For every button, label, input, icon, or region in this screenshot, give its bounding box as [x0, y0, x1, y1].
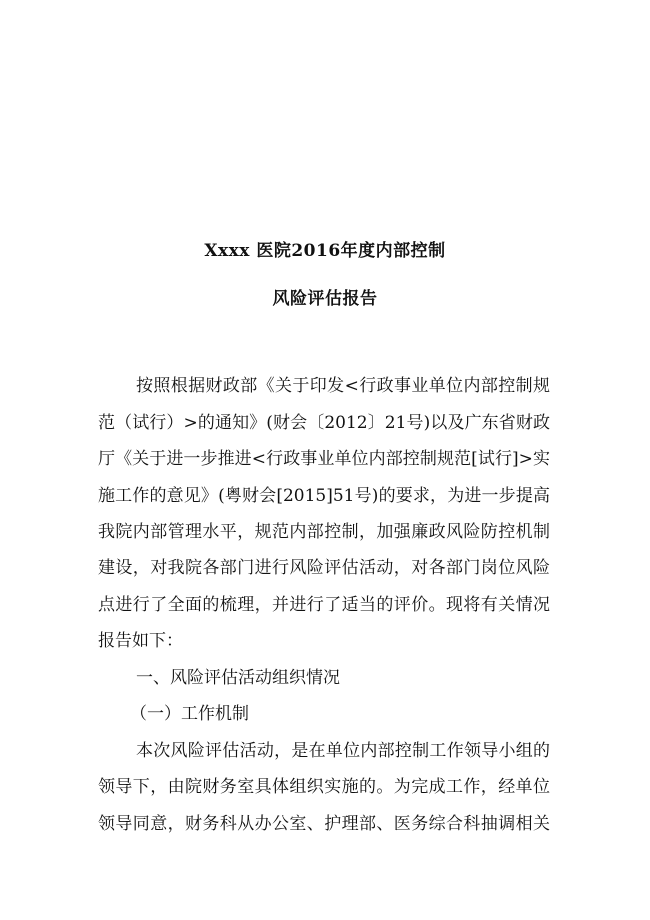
- paragraph-1-line: 厅《关于进一步推进<行政事业单位内部控制规范[试行]>实: [98, 449, 550, 469]
- document-title-line-1: Xxxx 医院2016年度内部控制: [204, 241, 446, 261]
- paragraph-2-line: 领导下，由院财务室具体组织实施的。为完成工作，经单位: [98, 777, 550, 797]
- section-1-heading: 一、风险评估活动组织情况: [136, 668, 340, 688]
- paragraph-2-line: 领导同意，财务科从办公室、护理部、医务综合科抽调相关: [98, 814, 550, 834]
- paragraph-2-line: 本次风险评估活动，是在单位内部控制工作领导小组的: [136, 741, 550, 761]
- subsection-1-heading: （一）工作机制: [130, 704, 249, 724]
- paragraph-1-line: 报告如下：: [98, 631, 183, 651]
- paragraph-1-line: 施工作的意见》(粤财会[2015]51号)的要求，为进一步提高: [98, 486, 550, 506]
- paragraph-1-line: 按照根据财政部《关于印发<行政事业单位内部控制规: [136, 376, 550, 396]
- paragraph-1-line: 建设，对我院各部门进行风险评估活动，对各部门岗位风险: [98, 558, 550, 578]
- document-title-line-2: 风险评估报告: [272, 289, 378, 309]
- paragraph-1-line: 点进行了全面的梳理，并进行了适当的评价。现将有关情况: [98, 595, 550, 615]
- paragraph-1-line: 范（试行）>的通知》(财会〔2012〕21号)以及广东省财政: [98, 413, 550, 433]
- paragraph-1-line: 我院内部管理水平，规范内部控制，加强廉政风险防控机制: [98, 522, 550, 542]
